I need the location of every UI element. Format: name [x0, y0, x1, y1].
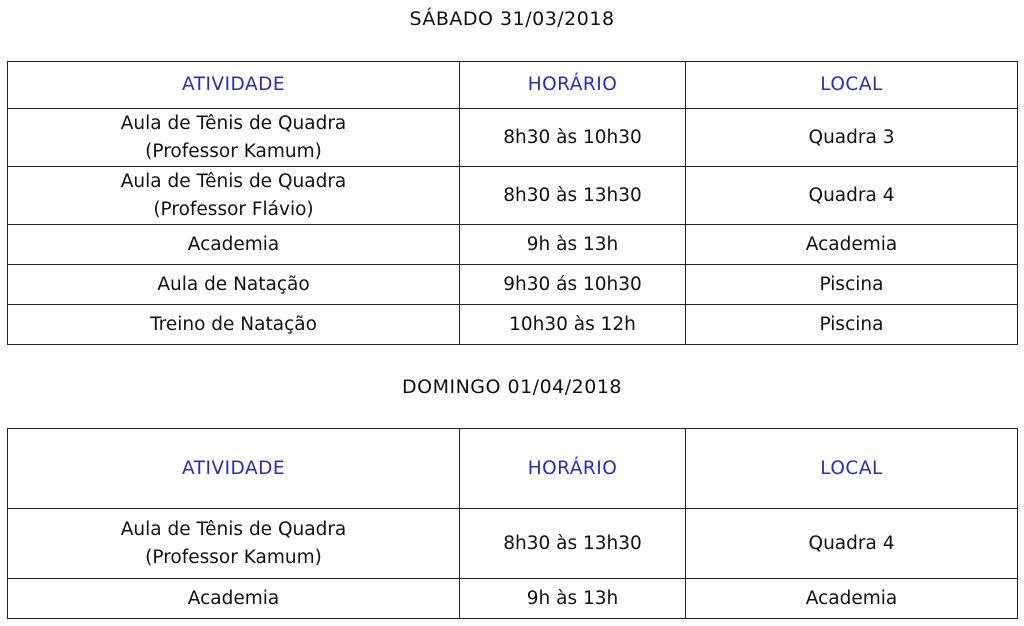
- table-row: [8, 167, 1018, 225]
- table-row: [8, 225, 1018, 265]
- cell-atividade: Academia: [8, 225, 460, 265]
- cell-horario: 8h30 às 10h30: [460, 109, 686, 167]
- cell-local: Piscina: [686, 265, 1018, 305]
- cell-local: Quadra 3: [686, 109, 1018, 167]
- header-horario: HORÁRIO: [460, 62, 686, 109]
- table-header-row: [8, 62, 1018, 109]
- cell-atividade: [8, 509, 460, 579]
- cell-horario: 9h30 ás 10h30: [460, 265, 686, 305]
- sunday-title: DOMINGO 01/04/2018: [401, 376, 623, 398]
- cell-local: Academia: [686, 579, 1018, 619]
- saturday-title: SÁBADO 31/03/2018: [409, 8, 615, 30]
- cell-local: Piscina: [686, 305, 1018, 345]
- cell-atividade: Treino de Natação: [8, 305, 460, 345]
- cell-atividade: [8, 167, 460, 225]
- atividade-line2: (Professor Kamum): [145, 140, 322, 162]
- header-local: LOCAL: [686, 62, 1018, 109]
- header-local: LOCAL: [686, 429, 1018, 509]
- cell-local: Quadra 4: [686, 509, 1018, 579]
- cell-atividade: Aula de Natação: [8, 265, 460, 305]
- cell-horario: 10h30 às 12h: [460, 305, 686, 345]
- atividade-line2: (Professor Flávio): [153, 198, 314, 220]
- saturday-schedule-table: [7, 61, 1018, 345]
- header-atividade: ATIVIDADE: [8, 62, 460, 109]
- atividade-line1: Aula de Tênis de Quadra: [120, 170, 347, 192]
- cell-atividade: Academia: [8, 579, 460, 619]
- atividade-line1: Aula de Tênis de Quadra: [120, 112, 347, 134]
- atividade-line1: Aula de Tênis de Quadra: [120, 518, 347, 540]
- cell-local: Academia: [686, 225, 1018, 265]
- header-atividade: ATIVIDADE: [8, 429, 460, 509]
- table-row: [8, 265, 1018, 305]
- cell-local: Quadra 4: [686, 167, 1018, 225]
- table-row: [8, 109, 1018, 167]
- table-row: [8, 579, 1018, 619]
- atividade-line2: (Professor Kamum): [145, 546, 322, 568]
- cell-horario: 8h30 às 13h30: [460, 167, 686, 225]
- cell-horario: 9h às 13h: [460, 225, 686, 265]
- cell-atividade: [8, 109, 460, 167]
- sunday-schedule-table: [7, 428, 1018, 619]
- cell-horario: 8h30 às 13h30: [460, 509, 686, 579]
- cell-horario: 9h às 13h: [460, 579, 686, 619]
- table-header-row: [8, 429, 1018, 509]
- table-row: [8, 305, 1018, 345]
- header-horario: HORÁRIO: [460, 429, 686, 509]
- table-row: [8, 509, 1018, 579]
